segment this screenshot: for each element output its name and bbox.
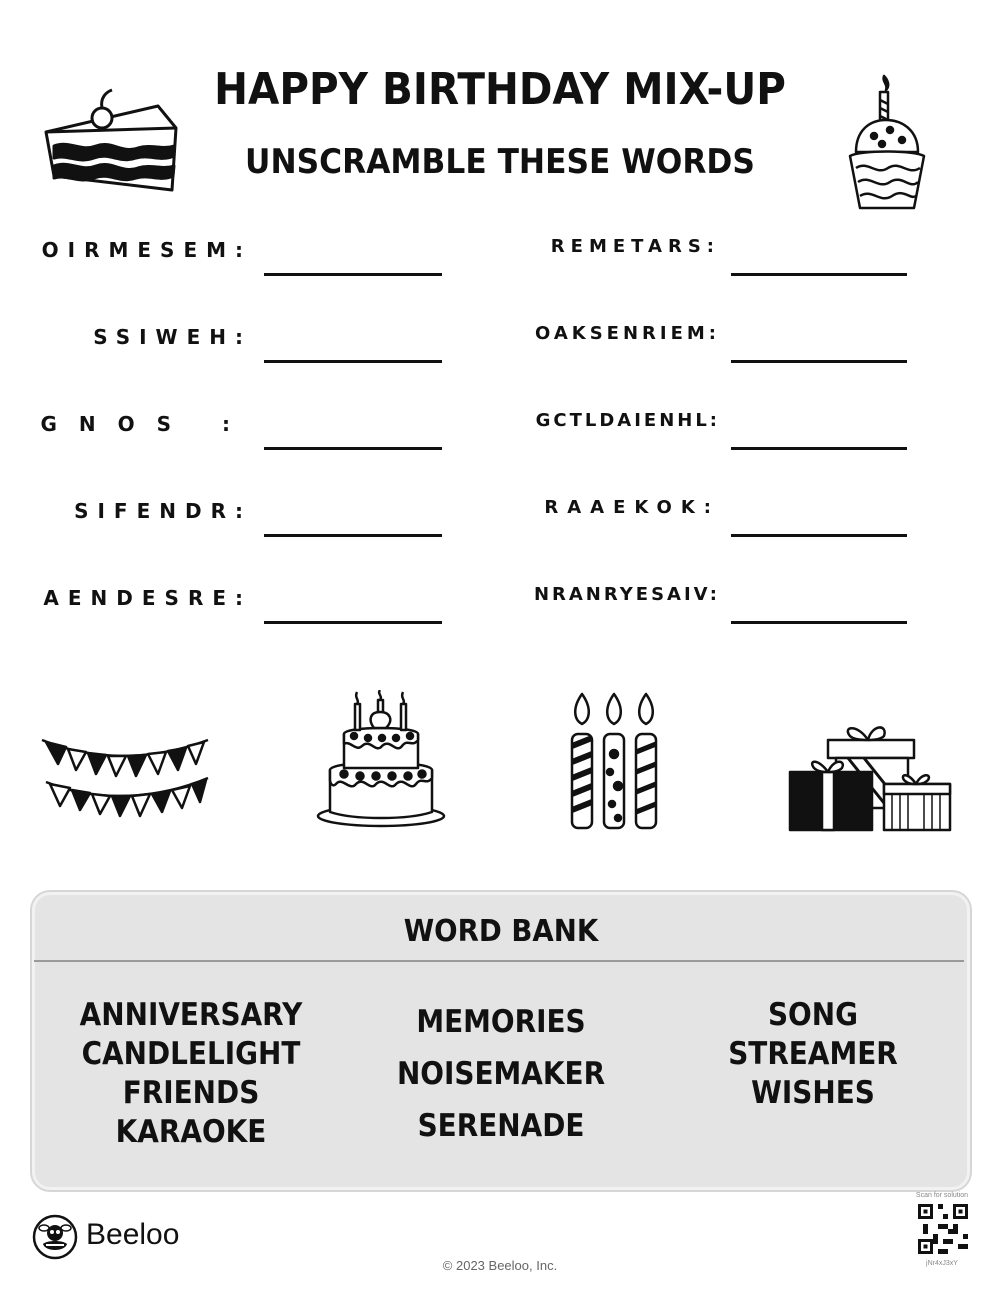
answer-line-right-2[interactable] (731, 360, 907, 363)
bee-logo-icon (32, 1214, 78, 1260)
answer-line-left-1[interactable] (264, 273, 442, 276)
tiered-cake-icon (314, 690, 448, 830)
answer-line-left-5[interactable] (264, 621, 442, 624)
answer-line-left-2[interactable] (264, 360, 442, 363)
word-bank-word: STREAMER (728, 1036, 898, 1072)
word-bank-word: SONG (767, 997, 859, 1033)
clue-left-2: SSIWEH: (93, 325, 252, 349)
bunting-icon (40, 734, 212, 820)
page-title: HAPPY BIRTHDAY MIX-UP (214, 64, 786, 115)
cake-slice-icon (40, 88, 182, 196)
answer-line-right-5[interactable] (731, 621, 907, 624)
word-bank-word: MEMORIES (416, 1004, 586, 1040)
page-subtitle: UNSCRAMBLE THESE WORDS (245, 142, 755, 182)
candles-icon (568, 690, 662, 832)
answer-line-left-4[interactable] (264, 534, 442, 537)
word-bank-column-2 (370, 996, 632, 1152)
word-bank-word: NOISEMAKER (396, 1056, 606, 1092)
qr-code-label: jNr4xJ3xY (926, 1260, 958, 1267)
clue-right-2: OAKSENRIEM: (535, 323, 720, 344)
word-bank-word: SERENADE (417, 1108, 585, 1144)
gifts-icon (788, 720, 954, 834)
word-bank-word: ANNIVERSARY (79, 997, 303, 1033)
qr-caption: Scan for solution (915, 1192, 969, 1199)
word-bank-divider (34, 960, 964, 962)
clue-left-3: GNOS : (40, 412, 252, 436)
cupcake-icon (846, 72, 928, 212)
word-bank-column-3 (682, 996, 944, 1113)
answer-line-right-1[interactable] (731, 273, 907, 276)
clue-left-5: AENDESRE: (43, 586, 252, 610)
qr-code-icon[interactable] (918, 1204, 968, 1254)
clue-left-4: SIFENDR: (74, 499, 252, 523)
clue-right-3: GCTLDAIENHL: (535, 410, 720, 431)
copyright: © 2023 Beeloo, Inc. (442, 1258, 558, 1273)
word-bank-word: KARAOKE (115, 1114, 267, 1150)
word-bank-word: CANDLELIGHT (81, 1036, 301, 1072)
word-bank-column-1 (60, 996, 322, 1152)
word-bank-word: WISHES (751, 1075, 875, 1111)
answer-line-left-3[interactable] (264, 447, 442, 450)
clue-right-4: RAAEKOK: (544, 497, 720, 518)
clue-left-1: OIRMESEM: (41, 238, 252, 262)
answer-line-right-3[interactable] (731, 447, 907, 450)
word-bank-title: WORD BANK (403, 914, 599, 949)
brand-name: Beeloo (86, 1218, 180, 1251)
answer-line-right-4[interactable] (731, 534, 907, 537)
clue-right-1: REMETARS: (550, 236, 720, 257)
word-bank-word: FRIENDS (122, 1075, 260, 1111)
clue-right-5: NRANRYESAIV: (533, 584, 720, 605)
